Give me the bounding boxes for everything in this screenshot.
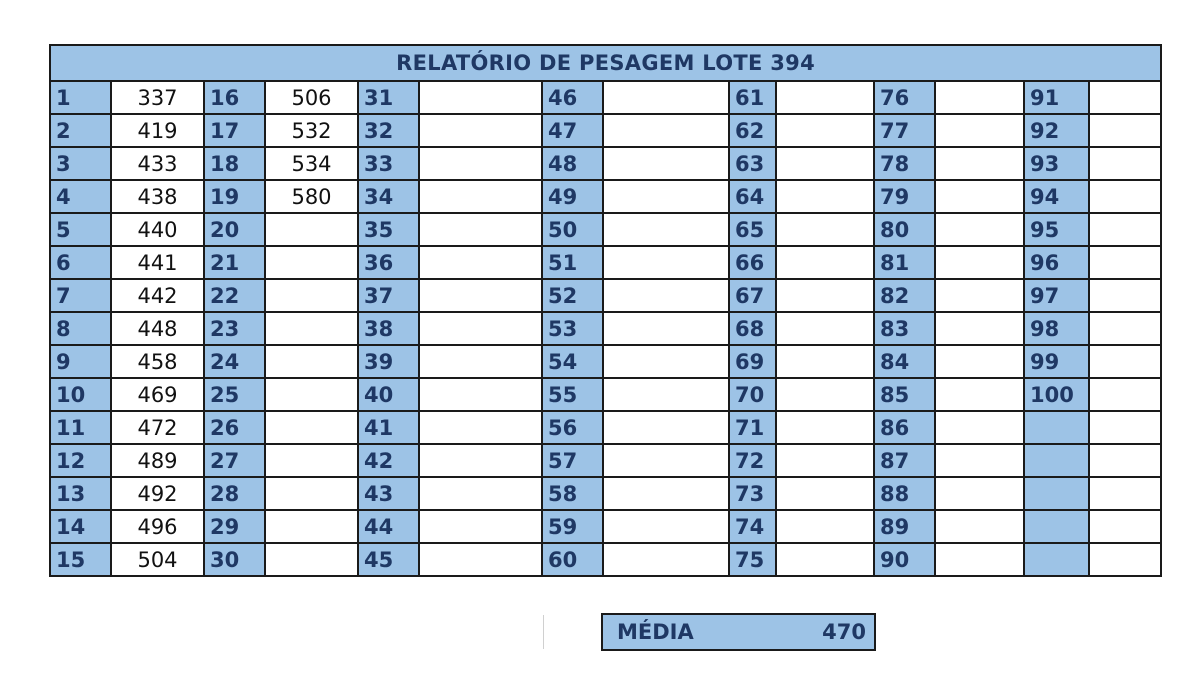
table-row bbox=[50, 510, 1161, 543]
animal-number-cell: 70 bbox=[729, 378, 776, 411]
weight-cell bbox=[776, 114, 874, 147]
weight-cell bbox=[265, 345, 358, 378]
animal-number-cell: 98 bbox=[1024, 312, 1089, 345]
animal-number-cell: 90 bbox=[874, 543, 935, 576]
weight-cell bbox=[419, 246, 542, 279]
weight-cell bbox=[265, 477, 358, 510]
animal-number-cell: 91 bbox=[1024, 81, 1089, 114]
weight-cell bbox=[1089, 543, 1161, 576]
table-row bbox=[50, 543, 1161, 576]
animal-number-cell: 14 bbox=[50, 510, 111, 543]
weight-cell bbox=[1089, 246, 1161, 279]
animal-number-cell: 40 bbox=[358, 378, 419, 411]
average-value: 470 bbox=[739, 614, 876, 650]
weight-cell: 442 bbox=[111, 279, 204, 312]
animal-number-cell: 92 bbox=[1024, 114, 1089, 147]
weight-cell bbox=[776, 246, 874, 279]
weight-cell: 441 bbox=[111, 246, 204, 279]
weight-cell bbox=[1089, 213, 1161, 246]
weight-cell: 448 bbox=[111, 312, 204, 345]
weight-cell bbox=[419, 510, 542, 543]
animal-number-cell: 100 bbox=[1024, 378, 1089, 411]
animal-number-cell: 50 bbox=[542, 213, 603, 246]
animal-number-cell: 12 bbox=[50, 444, 111, 477]
animal-number-cell: 71 bbox=[729, 411, 776, 444]
animal-number-cell: 2 bbox=[50, 114, 111, 147]
average-box bbox=[601, 613, 876, 651]
report-body bbox=[50, 81, 1161, 576]
animal-number-cell: 63 bbox=[729, 147, 776, 180]
weight-cell bbox=[776, 279, 874, 312]
animal-number-cell: 29 bbox=[204, 510, 265, 543]
weight-cell bbox=[419, 147, 542, 180]
weight-cell bbox=[419, 543, 542, 576]
weight-cell bbox=[935, 246, 1024, 279]
animal-number-cell: 59 bbox=[542, 510, 603, 543]
animal-number-cell: 95 bbox=[1024, 213, 1089, 246]
weight-cell bbox=[1089, 114, 1161, 147]
weight-cell bbox=[776, 477, 874, 510]
weight-cell: 506 bbox=[265, 81, 358, 114]
weight-cell bbox=[1089, 345, 1161, 378]
animal-number-cell bbox=[1024, 477, 1089, 510]
table-row bbox=[50, 345, 1161, 378]
weight-cell: 438 bbox=[111, 180, 204, 213]
animal-number-cell: 23 bbox=[204, 312, 265, 345]
animal-number-cell: 15 bbox=[50, 543, 111, 576]
animal-number-cell: 68 bbox=[729, 312, 776, 345]
weight-cell bbox=[265, 312, 358, 345]
weight-cell bbox=[1089, 378, 1161, 411]
weight-cell bbox=[776, 411, 874, 444]
animal-number-cell: 35 bbox=[358, 213, 419, 246]
weighing-report-table bbox=[49, 44, 1162, 577]
animal-number-cell: 84 bbox=[874, 345, 935, 378]
animal-number-cell: 4 bbox=[50, 180, 111, 213]
animal-number-cell: 82 bbox=[874, 279, 935, 312]
animal-number-cell: 75 bbox=[729, 543, 776, 576]
weight-cell: 580 bbox=[265, 180, 358, 213]
animal-number-cell: 94 bbox=[1024, 180, 1089, 213]
table-row bbox=[50, 444, 1161, 477]
animal-number-cell: 62 bbox=[729, 114, 776, 147]
animal-number-cell: 19 bbox=[204, 180, 265, 213]
weight-cell bbox=[265, 510, 358, 543]
weight-cell bbox=[935, 180, 1024, 213]
weight-cell bbox=[603, 180, 729, 213]
animal-number-cell: 10 bbox=[50, 378, 111, 411]
animal-number-cell: 99 bbox=[1024, 345, 1089, 378]
animal-number-cell: 21 bbox=[204, 246, 265, 279]
weight-cell bbox=[776, 345, 874, 378]
animal-number-cell: 67 bbox=[729, 279, 776, 312]
animal-number-cell: 76 bbox=[874, 81, 935, 114]
animal-number-cell: 52 bbox=[542, 279, 603, 312]
weight-cell bbox=[419, 411, 542, 444]
animal-number-cell: 3 bbox=[50, 147, 111, 180]
animal-number-cell: 8 bbox=[50, 312, 111, 345]
weight-cell bbox=[603, 378, 729, 411]
animal-number-cell: 13 bbox=[50, 477, 111, 510]
animal-number-cell: 57 bbox=[542, 444, 603, 477]
weight-cell bbox=[935, 444, 1024, 477]
animal-number-cell: 56 bbox=[542, 411, 603, 444]
weight-cell bbox=[419, 378, 542, 411]
animal-number-cell: 93 bbox=[1024, 147, 1089, 180]
animal-number-cell: 6 bbox=[50, 246, 111, 279]
animal-number-cell: 1 bbox=[50, 81, 111, 114]
weight-cell bbox=[603, 411, 729, 444]
animal-number-cell: 78 bbox=[874, 147, 935, 180]
weight-cell bbox=[265, 213, 358, 246]
weight-cell bbox=[1089, 510, 1161, 543]
weight-cell: 419 bbox=[111, 114, 204, 147]
weight-cell bbox=[776, 213, 874, 246]
weight-cell bbox=[419, 312, 542, 345]
animal-number-cell: 65 bbox=[729, 213, 776, 246]
animal-number-cell: 34 bbox=[358, 180, 419, 213]
animal-number-cell: 89 bbox=[874, 510, 935, 543]
table-row bbox=[50, 246, 1161, 279]
weight-cell bbox=[935, 543, 1024, 576]
weight-cell bbox=[419, 444, 542, 477]
animal-number-cell: 16 bbox=[204, 81, 265, 114]
animal-number-cell: 46 bbox=[542, 81, 603, 114]
animal-number-cell bbox=[1024, 444, 1089, 477]
animal-number-cell: 5 bbox=[50, 213, 111, 246]
animal-number-cell: 49 bbox=[542, 180, 603, 213]
animal-number-cell: 48 bbox=[542, 147, 603, 180]
weight-cell bbox=[935, 378, 1024, 411]
weight-cell: 458 bbox=[111, 345, 204, 378]
weight-cell bbox=[935, 114, 1024, 147]
report-title: RELATÓRIO DE PESAGEM LOTE 394 bbox=[50, 45, 1161, 81]
weight-cell bbox=[776, 81, 874, 114]
weight-cell bbox=[1089, 147, 1161, 180]
animal-number-cell: 79 bbox=[874, 180, 935, 213]
table-row bbox=[50, 411, 1161, 444]
weight-cell bbox=[935, 81, 1024, 114]
weight-cell bbox=[265, 246, 358, 279]
weight-cell: 472 bbox=[111, 411, 204, 444]
animal-number-cell: 97 bbox=[1024, 279, 1089, 312]
weight-cell bbox=[603, 543, 729, 576]
animal-number-cell: 39 bbox=[358, 345, 419, 378]
weight-cell bbox=[1089, 444, 1161, 477]
animal-number-cell: 86 bbox=[874, 411, 935, 444]
animal-number-cell: 60 bbox=[542, 543, 603, 576]
animal-number-cell: 25 bbox=[204, 378, 265, 411]
weight-cell: 496 bbox=[111, 510, 204, 543]
animal-number-cell: 28 bbox=[204, 477, 265, 510]
animal-number-cell: 72 bbox=[729, 444, 776, 477]
weight-cell bbox=[603, 312, 729, 345]
animal-number-cell: 53 bbox=[542, 312, 603, 345]
weight-cell bbox=[603, 444, 729, 477]
weight-cell: 532 bbox=[265, 114, 358, 147]
animal-number-cell bbox=[1024, 543, 1089, 576]
animal-number-cell: 74 bbox=[729, 510, 776, 543]
animal-number-cell: 77 bbox=[874, 114, 935, 147]
weight-cell bbox=[1089, 180, 1161, 213]
animal-number-cell: 43 bbox=[358, 477, 419, 510]
animal-number-cell: 9 bbox=[50, 345, 111, 378]
animal-number-cell: 30 bbox=[204, 543, 265, 576]
weight-cell bbox=[419, 345, 542, 378]
table-row bbox=[50, 378, 1161, 411]
animal-number-cell: 22 bbox=[204, 279, 265, 312]
weight-cell bbox=[603, 477, 729, 510]
weight-cell bbox=[935, 477, 1024, 510]
animal-number-cell: 17 bbox=[204, 114, 265, 147]
animal-number-cell: 38 bbox=[358, 312, 419, 345]
table-row bbox=[50, 81, 1161, 114]
weight-cell bbox=[603, 114, 729, 147]
average-label: MÉDIA bbox=[602, 614, 739, 650]
weight-cell bbox=[935, 345, 1024, 378]
weight-cell bbox=[935, 510, 1024, 543]
animal-number-cell: 54 bbox=[542, 345, 603, 378]
weight-cell bbox=[603, 279, 729, 312]
animal-number-cell: 24 bbox=[204, 345, 265, 378]
table-row bbox=[50, 147, 1161, 180]
animal-number-cell: 61 bbox=[729, 81, 776, 114]
divider bbox=[543, 615, 544, 649]
weight-cell bbox=[935, 279, 1024, 312]
animal-number-cell: 69 bbox=[729, 345, 776, 378]
weight-cell bbox=[1089, 477, 1161, 510]
weight-cell: 492 bbox=[111, 477, 204, 510]
animal-number-cell: 51 bbox=[542, 246, 603, 279]
weight-cell bbox=[419, 114, 542, 147]
weight-cell bbox=[419, 81, 542, 114]
weight-cell bbox=[935, 411, 1024, 444]
animal-number-cell: 26 bbox=[204, 411, 265, 444]
weight-cell bbox=[265, 543, 358, 576]
animal-number-cell: 55 bbox=[542, 378, 603, 411]
animal-number-cell: 83 bbox=[874, 312, 935, 345]
table-row bbox=[50, 312, 1161, 345]
table-row bbox=[50, 279, 1161, 312]
animal-number-cell: 96 bbox=[1024, 246, 1089, 279]
weight-cell bbox=[419, 279, 542, 312]
weight-cell bbox=[603, 345, 729, 378]
animal-number-cell: 66 bbox=[729, 246, 776, 279]
animal-number-cell: 36 bbox=[358, 246, 419, 279]
weight-cell: 489 bbox=[111, 444, 204, 477]
animal-number-cell: 45 bbox=[358, 543, 419, 576]
weight-cell bbox=[419, 213, 542, 246]
animal-number-cell: 80 bbox=[874, 213, 935, 246]
animal-number-cell: 47 bbox=[542, 114, 603, 147]
animal-number-cell: 33 bbox=[358, 147, 419, 180]
weight-cell bbox=[776, 147, 874, 180]
weight-cell bbox=[603, 81, 729, 114]
weight-cell: 469 bbox=[111, 378, 204, 411]
weight-cell bbox=[935, 312, 1024, 345]
animal-number-cell: 31 bbox=[358, 81, 419, 114]
weight-cell bbox=[776, 378, 874, 411]
weight-cell bbox=[265, 411, 358, 444]
animal-number-cell bbox=[1024, 510, 1089, 543]
animal-number-cell: 37 bbox=[358, 279, 419, 312]
weight-cell bbox=[1089, 81, 1161, 114]
animal-number-cell: 27 bbox=[204, 444, 265, 477]
weight-cell bbox=[603, 147, 729, 180]
weight-cell bbox=[265, 279, 358, 312]
table-row bbox=[50, 477, 1161, 510]
weight-cell bbox=[419, 180, 542, 213]
animal-number-cell bbox=[1024, 411, 1089, 444]
animal-number-cell: 32 bbox=[358, 114, 419, 147]
weight-cell bbox=[419, 477, 542, 510]
animal-number-cell: 64 bbox=[729, 180, 776, 213]
weight-cell bbox=[1089, 279, 1161, 312]
weight-cell bbox=[265, 444, 358, 477]
table-row bbox=[50, 114, 1161, 147]
weight-cell bbox=[776, 444, 874, 477]
animal-number-cell: 7 bbox=[50, 279, 111, 312]
animal-number-cell: 11 bbox=[50, 411, 111, 444]
animal-number-cell: 42 bbox=[358, 444, 419, 477]
weight-cell bbox=[603, 246, 729, 279]
table-row bbox=[50, 180, 1161, 213]
weight-cell bbox=[265, 378, 358, 411]
animal-number-cell: 73 bbox=[729, 477, 776, 510]
animal-number-cell: 41 bbox=[358, 411, 419, 444]
animal-number-cell: 81 bbox=[874, 246, 935, 279]
weight-cell: 504 bbox=[111, 543, 204, 576]
animal-number-cell: 58 bbox=[542, 477, 603, 510]
weight-cell bbox=[1089, 312, 1161, 345]
weight-cell bbox=[776, 312, 874, 345]
weight-cell bbox=[935, 213, 1024, 246]
weight-cell bbox=[1089, 411, 1161, 444]
weight-cell bbox=[776, 543, 874, 576]
weight-cell: 534 bbox=[265, 147, 358, 180]
weight-cell bbox=[935, 147, 1024, 180]
animal-number-cell: 44 bbox=[358, 510, 419, 543]
weight-cell bbox=[776, 510, 874, 543]
weight-cell bbox=[603, 510, 729, 543]
weight-cell: 433 bbox=[111, 147, 204, 180]
animal-number-cell: 85 bbox=[874, 378, 935, 411]
weight-cell bbox=[603, 213, 729, 246]
weight-cell bbox=[776, 180, 874, 213]
animal-number-cell: 87 bbox=[874, 444, 935, 477]
animal-number-cell: 20 bbox=[204, 213, 265, 246]
table-row bbox=[50, 213, 1161, 246]
animal-number-cell: 88 bbox=[874, 477, 935, 510]
weight-cell: 440 bbox=[111, 213, 204, 246]
weight-cell: 337 bbox=[111, 81, 204, 114]
animal-number-cell: 18 bbox=[204, 147, 265, 180]
